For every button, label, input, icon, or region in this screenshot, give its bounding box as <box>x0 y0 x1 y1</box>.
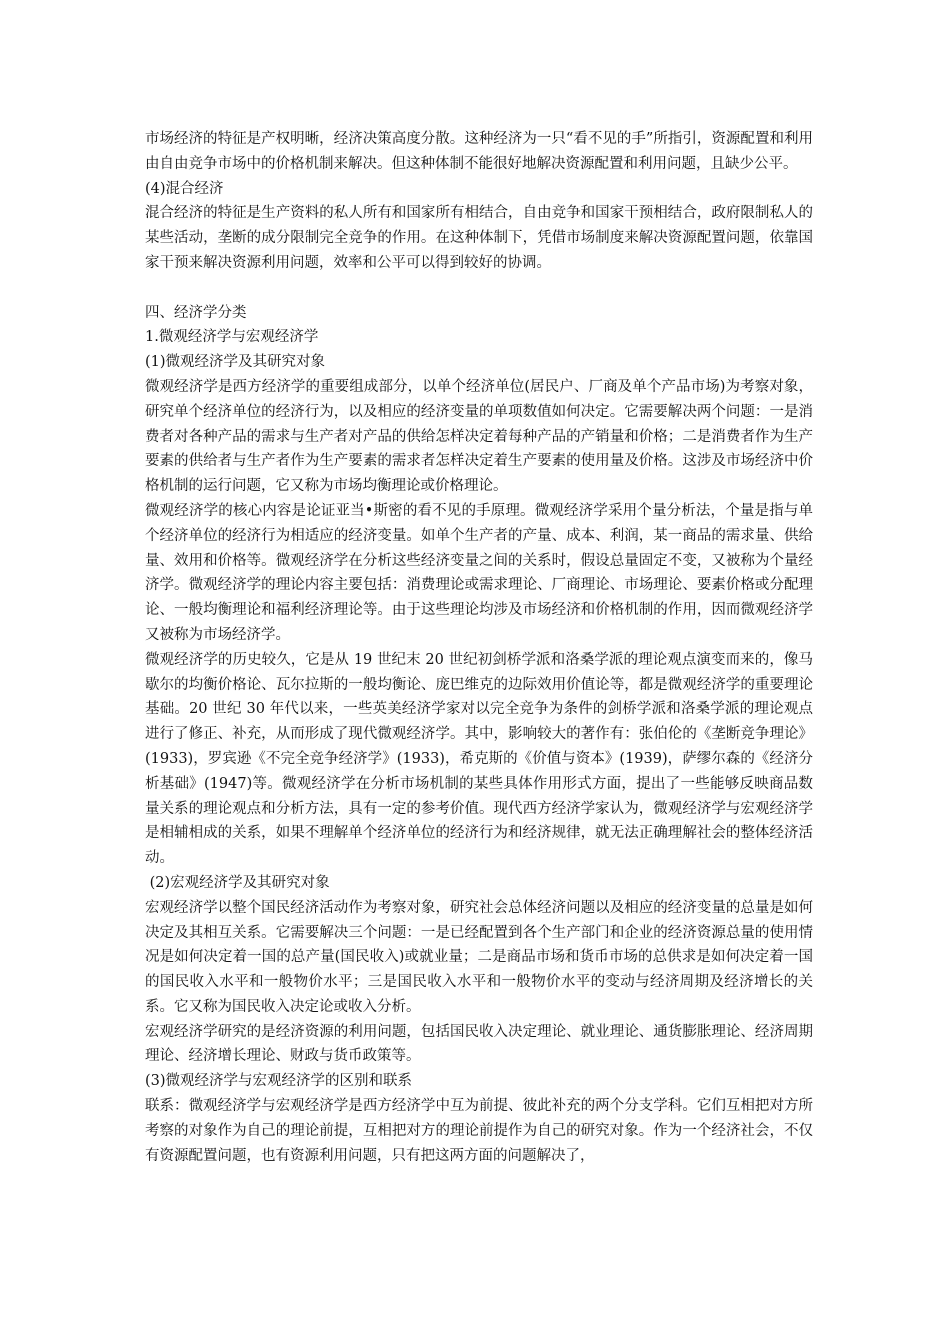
blank-line <box>145 276 813 301</box>
heading-micro-object: (1)微观经济学及其研究对象 <box>145 354 326 371</box>
heading-mixed-economy: (4)混合经济 <box>145 180 224 197</box>
subheading-micro-macro: 1.微观经济学与宏观经济学 <box>145 329 319 346</box>
paragraph-macro-definition: 宏观经济学以整个国民经济活动作为考察对象，研究社会总体经济问题以及相应的经济变量的总量是如何决定及其相互关系。它需要解决三个问题：一是已经配置到各个生产部门和企业的经济资源总量的使用情况是如何决定着一国的总产量(国民收入)或就业量；二是商品市场和货币市场的总供求是如何决定着一国的国民收入水平和一般物价水平；三是国民收入水平和一般物价水平的变动与经济周期及经济增长的关系。它又称为国民收入决定论或收入分析。 <box>145 899 813 1015</box>
paragraph-micro-definition: 微观经济学是西方经济学的重要组成部分，以单个经济单位(居民户、厂商及单个产品市场)为考察对象，研究单个经济单位的经济行为，以及相应的经济变量的单项数值如何决定。它需要解决两个问题：一是消费者对各种产品的需求与生产者对产品的供给怎样决定着每种产品的产销量和价格；二是消费者作为生产要素的供给者与生产者作为生产要素的需求者怎样决定着生产要素的使用量及价格。这涉及市场经济中价格机制的运行问题，它又称为市场均衡理论或价格理论。 <box>145 378 813 495</box>
document-page <box>145 127 813 1168</box>
section-heading-classification: 四、经济学分类 <box>145 304 247 321</box>
paragraph-market-economy: 市场经济的特征是产权明晰，经济决策高度分散。这种经济为一只“看不见的手”所指引，资源配置和利用由自由竞争市场中的价格机制来解决。但这种体制不能很好地解决资源配置和利用问题，且缺少公平。 <box>145 131 813 172</box>
heading-difference-relation: (3)微观经济学与宏观经济学的区别和联系 <box>145 1073 413 1090</box>
paragraph-mixed-economy: 混合经济的特征是生产资料的私人所有和国家所有相结合，自由竞争和国家干预相结合，政府限制私人的某些活动，垄断的成分限制完全竞争的作用。在这种体制下，凭借市场制度来解决资源配置问题，依靠国家干预来解决资源利用问题，效率和公平可以得到较好的协调。 <box>145 205 813 271</box>
paragraph-macro-scope: 宏观经济学研究的是经济资源的利用问题，包括国民收入决定理论、就业理论、通货膨胀理论、经济周期理论、经济增长理论、财政与货币政策等。 <box>145 1023 813 1065</box>
paragraph-micro-history: 微观经济学的历史较久，它是从 19 世纪末 20 世纪初剑桥学派和洛桑学派的理论观点演变而来的，像马歇尔的均衡价格论、瓦尔拉斯的一般均衡论、庞巴维克的边际效用价值论等，都是微观经济学的重要理论基础。20 世纪 30 年代以来，一些英美经济学家对以完全竞争为条件的剑桥学派和洛桑学派的理论观点进行了修正、补充，从而形成了现代微观经济学。其中，影响较大的著作有：张伯伦的《垄断竞争理论》(1933)，罗宾逊《不完全竞争经济学》(1933)，希克斯的《价值与资本》(1939)，萨缪尔森的《经济分析基础》(1947)等。微观经济学在分析市场机制的某些具体作用形式方面，提出了一些能够反映商品数量关系的理论观点和分析方法，具有一定的参考价值。现代西方经济学家认为，微观经济学与宏观经济学是相辅相成的关系，如果不理解单个经济单位的经济行为和经济规律，就无法正确理解社会的整体经济活动。 <box>145 651 813 867</box>
paragraph-relation: 联系：微观经济学与宏观经济学是西方经济学中互为前提、彼此补充的两个分支学科。它们互相把对方所考察的对象作为自己的理论前提，互相把对方的理论前提作为自己的研究对象。作为一个经济社会，不仅有资源配置问题，也有资源利用问题，只有把这两方面的问题解决了， <box>145 1098 813 1164</box>
paragraph-micro-core: 微观经济学的核心内容是论证亚当•斯密的看不见的手原理。微观经济学采用个量分析法，个量是指与单个经济单位的经济行为相适应的经济变量。如单个生产者的产量、成本、利润，某一商品的需求量、供给量、效用和价格等。微观经济学在分析这些经济变量之间的关系时，假设总量固定不变，又被称为个量经济学。微观经济学的理论内容主要包括：消费理论或需求理论、厂商理论、市场理论、要素价格或分配理论、一般均衡理论和福利经济理论等。由于这些理论均涉及市场经济和价格机制的作用，因而微观经济学又被称为市场经济学。 <box>145 502 813 643</box>
heading-macro-object: (2)宏观经济学及其研究对象 <box>145 874 330 891</box>
